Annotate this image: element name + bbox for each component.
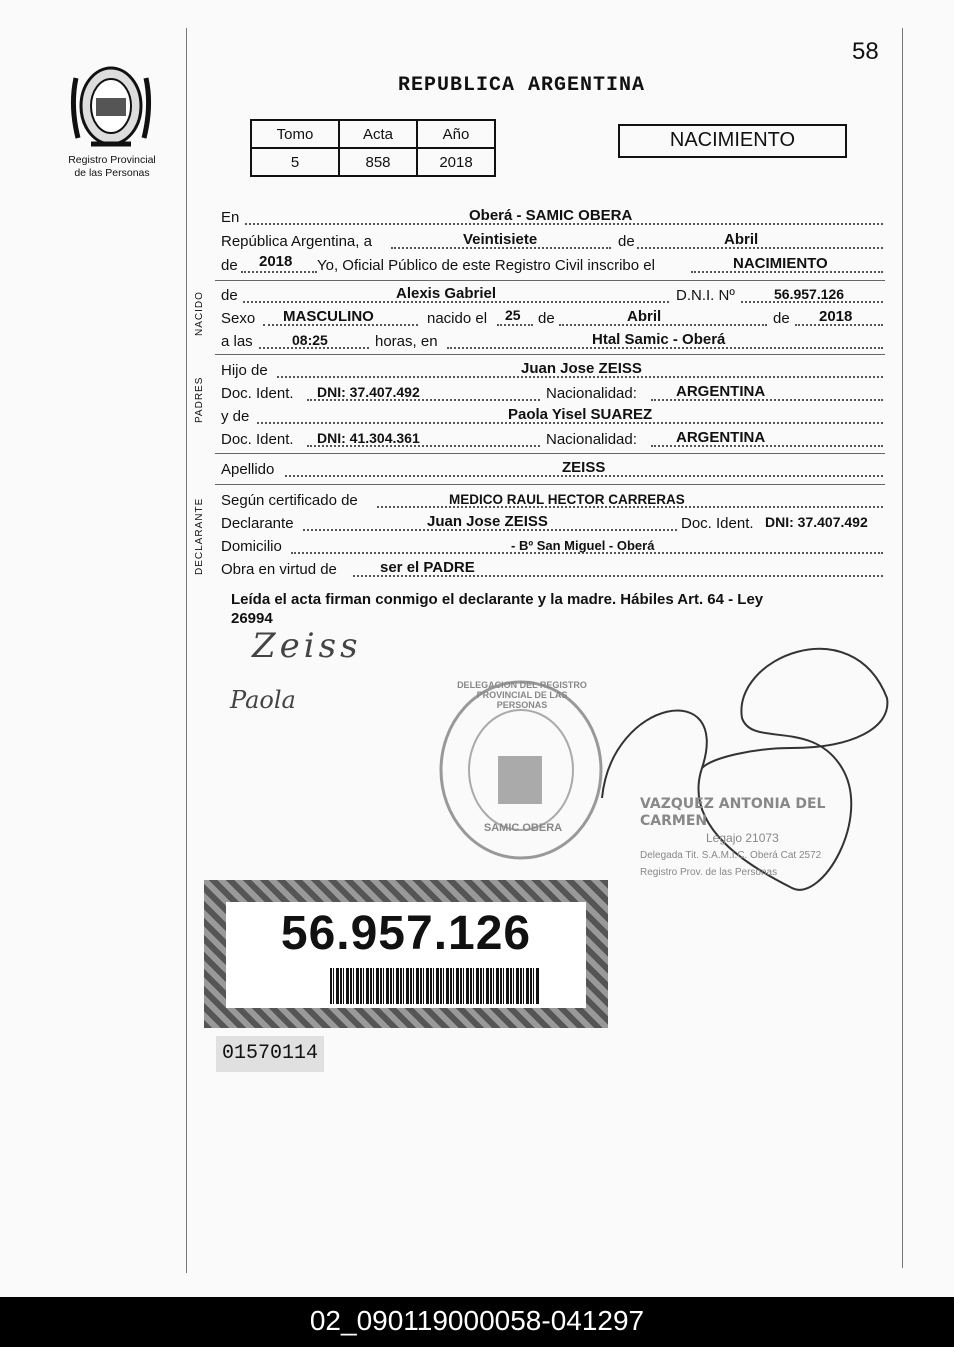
registry-name [56, 154, 168, 180]
label-de-year: de [221, 257, 238, 274]
value-father-doc: DNI: 37.407.492 [317, 384, 420, 400]
row-mother [221, 405, 883, 427]
closing-text-line1: Leída el acta firman conmigo el declarante y la madre. Hábiles Art. 64 - Ley [231, 591, 764, 608]
row-father-doc [221, 382, 883, 404]
stamp-ring-text: DELEGACION DEL REGISTRO PROVINCIAL DE LAS PERSONAS [457, 680, 587, 710]
label-de-byear: de [773, 310, 790, 327]
value-birth-year: 2018 [819, 308, 853, 325]
label-doc-ident-father: Doc. Ident. [221, 385, 294, 402]
signature-declarant: Zeiss [252, 626, 362, 666]
closing-text-line2: 26994 [231, 610, 273, 627]
row-surname [221, 458, 883, 480]
serial-number: 01570114 [216, 1036, 324, 1072]
label-de-month: de [538, 310, 555, 327]
page-number: 58 [852, 38, 879, 65]
label-de-name: de [221, 287, 238, 304]
row-sex [221, 307, 883, 329]
label-segun-certificado: Según certificado de [221, 492, 358, 509]
section-divider [215, 484, 885, 485]
value-mother-nationality: ARGENTINA [676, 429, 766, 446]
dots [637, 247, 883, 249]
section-label-nacido: NACIDO [194, 291, 205, 336]
value-declarant: Juan Jose ZEISS [427, 513, 548, 530]
value-anio: 2018 [417, 148, 495, 176]
value-mother: Paola Yisel SUAREZ [508, 406, 653, 423]
value-month-text: Abril [724, 231, 759, 248]
value-dni: 56.957.126 [774, 286, 845, 302]
value-certificate-by: MEDICO RAUL HECTOR CARRERAS [449, 492, 685, 507]
label-declarante: Declarante [221, 515, 294, 532]
left-margin-line [186, 28, 187, 1273]
value-day-text: Veintisiete [463, 231, 538, 248]
official-stamp-line3: Delegada Tit. S.A.M.I.C. Oberá Cat 2572 [640, 850, 822, 861]
footer-code: 02_090119000058-041297 [0, 1297, 954, 1347]
label-doc-ident-mother: Doc. Ident. [221, 431, 294, 448]
value-birth-month: Abril [627, 308, 662, 325]
label-en: En [221, 209, 240, 226]
value-father: Juan Jose ZEISS [521, 360, 642, 377]
row-time [221, 330, 883, 352]
official-stamp-line4: Registro Prov. de las Personas [640, 867, 778, 878]
section-divider [215, 280, 885, 281]
label-obra-en-virtud: Obra en virtud de [221, 561, 337, 578]
label-yo-oficial: Yo, Oficial Público de este Registro Civil inscribo el [317, 257, 655, 274]
value-address: - Bº San Miguel - Oberá [511, 538, 655, 553]
document-title: REPUBLICA ARGENTINA [398, 74, 646, 97]
header-acta: Acta [339, 120, 417, 148]
value-mother-doc: DNI: 41.304.361 [317, 430, 420, 446]
value-birth-time: 08:25 [292, 332, 328, 348]
row-mother-doc [221, 428, 883, 450]
value-place: Oberá - SAMIC OBERA [469, 207, 633, 224]
row-name [221, 284, 883, 306]
row-date [221, 230, 883, 252]
value-birth-day: 25 [505, 307, 521, 323]
value-surname: ZEISS [562, 459, 606, 476]
label-nacido-el: nacido el [427, 310, 488, 327]
section-divider [215, 354, 885, 355]
label-republica: República Argentina, a [221, 233, 372, 250]
dots [497, 324, 533, 326]
row-place [221, 206, 883, 228]
registry-name-line2: de las Personas [74, 167, 150, 179]
header-anio: Año [417, 120, 495, 148]
official-stamp-text [640, 796, 860, 881]
signature-mother: Paola [230, 686, 296, 714]
section-divider [215, 453, 885, 454]
header-tomo: Tomo [251, 120, 339, 148]
label-apellido: Apellido [221, 461, 275, 478]
label-de: de [618, 233, 635, 250]
official-stamp-line2: Legajo 21073 [706, 831, 779, 845]
barcode-sticker [204, 880, 608, 1028]
label-doc-ident-decl: Doc. Ident. [681, 515, 754, 532]
value-name: Alexis Gabriel [396, 285, 497, 302]
label-sexo: Sexo [221, 310, 256, 327]
right-margin-line [902, 28, 903, 1268]
barcode-bars-icon [330, 968, 540, 1004]
label-nacionalidad-father: Nacionalidad: [546, 385, 637, 402]
label-nacionalidad-mother: Nacionalidad: [546, 431, 637, 448]
value-tomo: 5 [251, 148, 339, 176]
row-year [221, 254, 883, 276]
official-stamp-line1: VAZQUEZ ANTONIA DEL CARMEN [640, 796, 826, 829]
section-label-padres: PADRES [194, 376, 205, 423]
record-table [250, 119, 496, 177]
dots [559, 324, 767, 326]
label-y-de: y de [221, 408, 250, 425]
row-declarant [221, 512, 883, 534]
dots [241, 271, 317, 273]
stamp-center-text: SAMIC OBERA [483, 822, 563, 834]
value-declarant-doc: DNI: 37.407.492 [765, 514, 868, 530]
value-acting-as: ser el PADRE [380, 559, 475, 576]
section-label-declarante: DECLARANTE [194, 497, 205, 575]
label-domicilio: Domicilio [221, 538, 282, 555]
label-dni: D.N.I. Nº [676, 287, 735, 304]
value-acta: 858 [339, 148, 417, 176]
value-sex: MASCULINO [283, 308, 374, 325]
barcode-sticker-inner [226, 902, 586, 1008]
row-address [221, 535, 883, 557]
label-hijo-de: Hijo de [221, 362, 268, 379]
row-acting-as [221, 558, 883, 580]
row-father [221, 359, 883, 381]
record-type-box: NACIMIENTO [618, 124, 847, 158]
value-year: 2018 [259, 253, 293, 270]
value-act-type: NACIMIENTO [733, 255, 828, 272]
label-horas-en: horas, en [375, 333, 438, 350]
row-certificate [221, 489, 883, 511]
value-father-nationality: ARGENTINA [676, 383, 766, 400]
label-a-las: a las [221, 333, 253, 350]
barcode-number: 56.957.126 [280, 907, 532, 960]
value-birth-place: Htal Samic - Oberá [592, 331, 726, 348]
provincial-seal-logo [66, 58, 156, 154]
registry-name-line1: Registro Provincial [68, 154, 156, 166]
